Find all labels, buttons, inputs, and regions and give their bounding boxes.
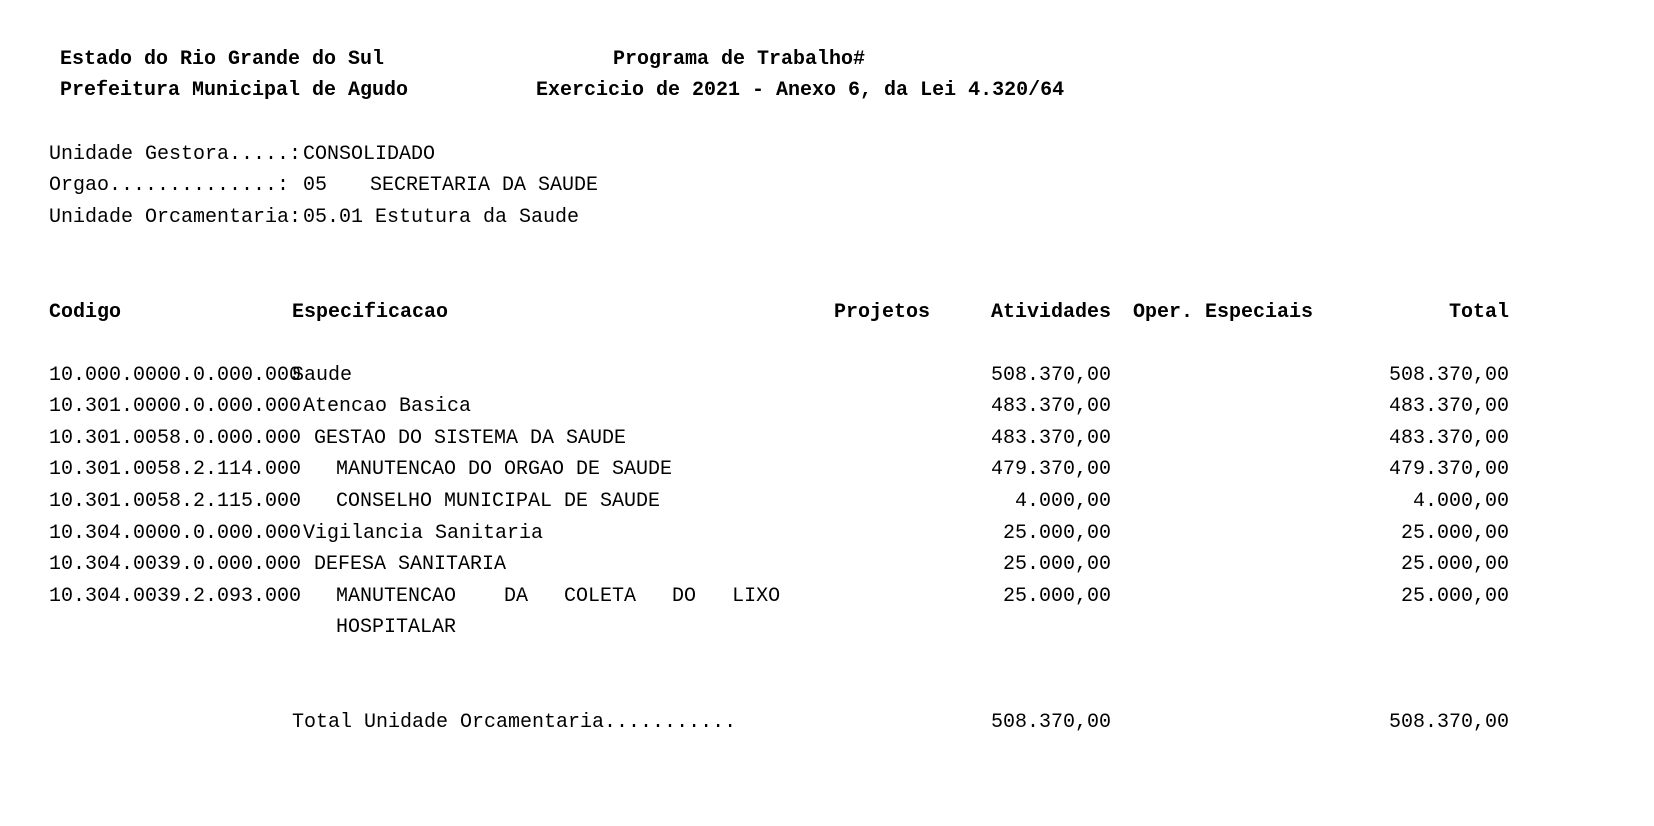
unidade-orcamentaria-value: 05.01 Estutura da Saude — [303, 206, 580, 229]
row-codigo: 10.301.0058.2.115.000 — [49, 490, 302, 513]
row-especificacao: MANUTENCAO DO ORGAO DE SAUDE — [336, 458, 673, 481]
unidade-gestora-label: Unidade Gestora.....: — [49, 143, 302, 166]
municipality-name: Prefeitura Municipal de Agudo — [60, 79, 409, 102]
row-codigo: 10.301.0000.0.000.000 — [49, 395, 302, 418]
col-header-projetos: Projetos — [834, 301, 931, 324]
row-especificacao: Saude — [292, 364, 353, 387]
totals-atividades: 508.370,00 — [990, 711, 1111, 734]
col-header-especificacao: Especificacao — [292, 301, 449, 324]
row-codigo: 10.304.0039.2.093.000 — [49, 585, 302, 608]
row-total: 25.000,00 — [1400, 522, 1509, 545]
row-atividades: 508.370,00 — [990, 364, 1111, 387]
exercise-title: Exercicio de 2021 - Anexo 6, da Lei 4.320/64 — [536, 79, 1065, 102]
row-especificacao: Vigilancia Sanitaria — [303, 522, 544, 545]
row-total: 25.000,00 — [1400, 553, 1509, 576]
row-atividades: 479.370,00 — [990, 458, 1111, 481]
row-atividades: 25.000,00 — [1002, 585, 1111, 608]
unidade-gestora-value: CONSOLIDADO — [303, 143, 436, 166]
row-especificacao: GESTAO DO SISTEMA DA SAUDE — [314, 427, 627, 450]
col-header-atividades: Atividades — [990, 301, 1111, 324]
row-codigo: 10.301.0058.0.000.000 — [49, 427, 302, 450]
totals-label: Total Unidade Orcamentaria........... — [292, 711, 737, 734]
col-header-codigo: Codigo — [49, 301, 122, 324]
totals-total: 508.370,00 — [1388, 711, 1509, 734]
col-header-total: Total — [1448, 301, 1509, 324]
row-total: 483.370,00 — [1388, 395, 1509, 418]
row-total: 25.000,00 — [1400, 585, 1509, 608]
row-especificacao: CONSELHO MUNICIPAL DE SAUDE — [336, 490, 661, 513]
row-total: 4.000,00 — [1412, 490, 1509, 513]
program-title: Programa de Trabalho# — [613, 48, 866, 71]
row-atividades: 25.000,00 — [1002, 522, 1111, 545]
state-name: Estado do Rio Grande do Sul — [60, 48, 385, 71]
row-codigo: 10.301.0058.2.114.000 — [49, 458, 302, 481]
row-especificacao-continuation: HOSPITALAR — [336, 616, 457, 639]
row-especificacao: MANUTENCAO DA COLETA DO LIXO — [336, 585, 781, 608]
orgao-name: SECRETARIA DA SAUDE — [370, 174, 599, 197]
row-codigo: 10.000.0000.0.000.000 — [49, 364, 302, 387]
row-atividades: 4.000,00 — [1014, 490, 1111, 513]
row-atividades: 483.370,00 — [990, 427, 1111, 450]
row-codigo: 10.304.0039.0.000.000 — [49, 553, 302, 576]
orgao-label: Orgao..............: — [49, 174, 290, 197]
row-atividades: 25.000,00 — [1002, 553, 1111, 576]
row-total: 479.370,00 — [1388, 458, 1509, 481]
row-codigo: 10.304.0000.0.000.000 — [49, 522, 302, 545]
row-atividades: 483.370,00 — [990, 395, 1111, 418]
row-total: 483.370,00 — [1388, 427, 1509, 450]
row-total: 508.370,00 — [1388, 364, 1509, 387]
orgao-code: 05 — [303, 174, 328, 197]
row-especificacao: DEFESA SANITARIA — [314, 553, 507, 576]
unidade-orcamentaria-label: Unidade Orcamentaria: — [49, 206, 302, 229]
col-header-oper-especiais: Oper. Especiais — [1133, 301, 1314, 324]
row-especificacao: Atencao Basica — [303, 395, 472, 418]
